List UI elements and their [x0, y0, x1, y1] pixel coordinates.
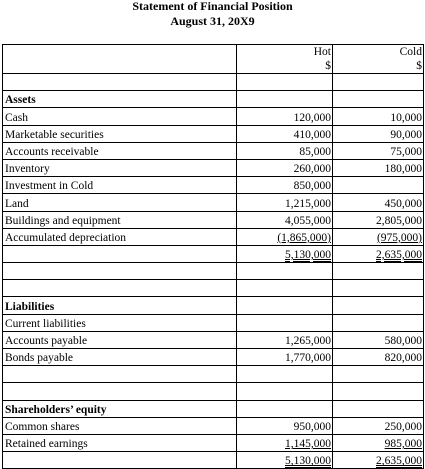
row-label: Accumulated depreciation — [3, 228, 237, 245]
cold-value: 450,000 — [333, 194, 424, 211]
column-header-hot: Hot — [313, 46, 331, 58]
equity-heading: Shareholders’ equity — [3, 400, 237, 417]
section-heading-row — [3, 297, 424, 314]
header-label-cell — [3, 45, 237, 74]
table-row — [3, 108, 424, 125]
blank-row — [3, 74, 424, 91]
blank-row — [3, 366, 424, 383]
table-row — [3, 228, 424, 245]
hot-value: 85,000 — [237, 142, 333, 159]
assets-total-cold: 2,635,000 — [376, 249, 422, 262]
column-currency-hot: $ — [325, 60, 331, 72]
equity-total-hot: 5,130,000 — [285, 455, 331, 468]
table-row — [3, 434, 424, 451]
row-label: Accounts payable — [3, 331, 237, 348]
table-row — [3, 194, 424, 211]
liabilities-heading: Liabilities — [3, 297, 237, 314]
hot-value: 850,000 — [237, 177, 333, 194]
cold-value: 180,000 — [333, 159, 424, 176]
row-label: Accounts receivable — [3, 142, 237, 159]
assets-total-hot: 5,130,000 — [285, 249, 331, 262]
table-row — [3, 331, 424, 348]
cold-value: 250,000 — [333, 417, 424, 434]
table-row — [3, 142, 424, 159]
row-label: Buildings and equipment — [3, 211, 237, 228]
header-hot-cell — [237, 45, 333, 74]
row-label: Common shares — [3, 417, 237, 434]
table-row — [3, 349, 424, 366]
hot-value: 1,770,000 — [237, 349, 333, 366]
cold-value: 2,805,000 — [333, 211, 424, 228]
equity-total-cold: 2,635,000 — [376, 455, 422, 468]
table-row — [3, 159, 424, 176]
cold-value: 985,000 — [384, 438, 422, 451]
balance-sheet-table — [2, 44, 424, 469]
blank-row — [3, 263, 424, 280]
subheading-row — [3, 314, 424, 331]
column-currency-cold: $ — [416, 60, 422, 72]
cold-value: 90,000 — [333, 125, 424, 142]
row-label: Inventory — [3, 159, 237, 176]
column-header-row — [3, 45, 424, 74]
hot-value: 1,265,000 — [237, 331, 333, 348]
row-label: Cash — [3, 108, 237, 125]
table-row — [3, 211, 424, 228]
table-row — [3, 177, 424, 194]
cold-value: 580,000 — [333, 331, 424, 348]
table-row — [3, 417, 424, 434]
blank-row — [3, 280, 424, 297]
statement-title: Statement of Financial Position — [132, 0, 293, 13]
assets-heading: Assets — [3, 91, 237, 108]
cold-value: (975,000) — [376, 231, 422, 244]
hot-value: 950,000 — [237, 417, 333, 434]
row-label: Land — [3, 194, 237, 211]
hot-value: 260,000 — [237, 159, 333, 176]
current-liabilities-label: Current liabilities — [3, 314, 237, 331]
cold-value: 820,000 — [333, 349, 424, 366]
hot-value: 410,000 — [237, 125, 333, 142]
cold-value: 75,000 — [333, 142, 424, 159]
section-heading-row — [3, 91, 424, 108]
hot-value: 120,000 — [237, 108, 333, 125]
row-label: Retained earnings — [3, 434, 237, 451]
table-row — [3, 125, 424, 142]
hot-value: 4,055,000 — [237, 211, 333, 228]
row-label: Investment in Cold — [3, 177, 237, 194]
section-heading-row — [3, 400, 424, 417]
row-label: Marketable securities — [3, 125, 237, 142]
equity-total-row — [3, 452, 424, 469]
assets-total-row — [3, 245, 424, 262]
cold-value: 10,000 — [333, 108, 424, 125]
statement-date: August 31, 20X9 — [170, 14, 255, 28]
hot-value: (1,865,000) — [277, 231, 331, 244]
hot-value: 1,145,000 — [285, 438, 331, 451]
blank-row — [3, 383, 424, 400]
header-cold-cell — [333, 45, 424, 74]
hot-value: 1,215,000 — [237, 194, 333, 211]
cold-value — [333, 177, 424, 194]
row-label: Bonds payable — [3, 349, 237, 366]
column-header-cold: Cold — [399, 46, 422, 58]
